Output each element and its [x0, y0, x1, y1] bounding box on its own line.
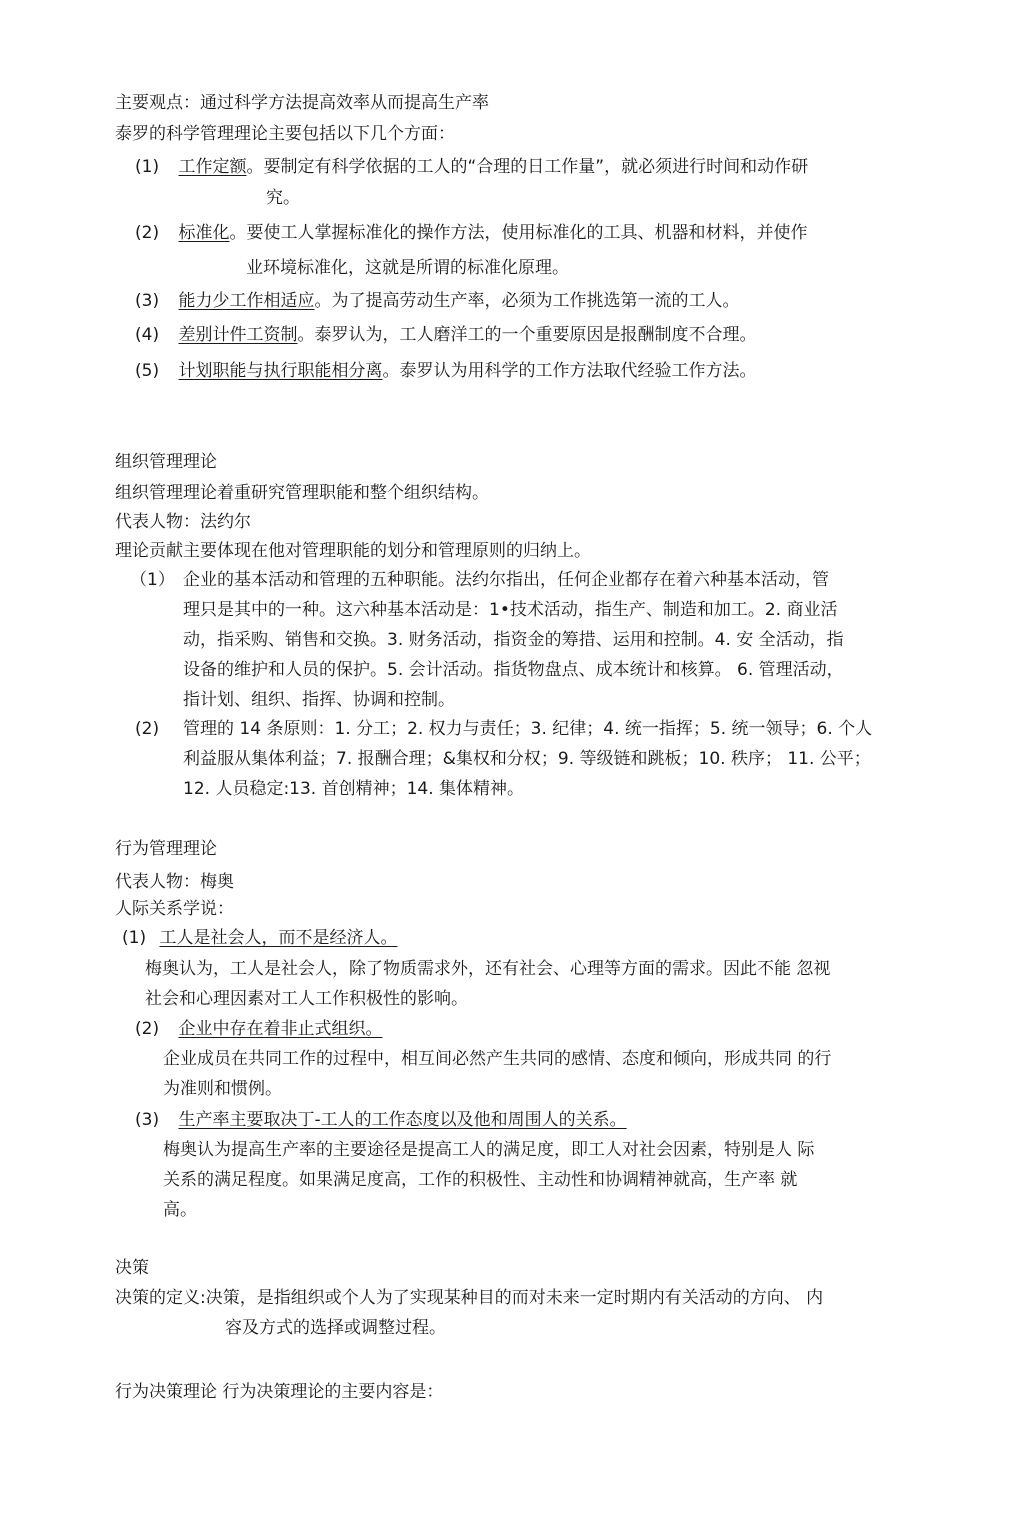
item-number: (2)	[135, 1019, 160, 1039]
item-term: 工人是社会人，而不是经济人。	[159, 928, 398, 948]
taylor-intro-line: 泰罗的科学管理理论主要包括以下几个方面：	[115, 124, 455, 144]
item-line: 利益服从集体利益；7. 报酬合理；&集权和分权；9. 等级链和跳板；10. 秩序； 11. 公平；	[183, 749, 871, 769]
item-line: 设备的维护和人员的保护。5. 会计活动。指货物盘点、成本统计和核算。 6. 管理活动，	[183, 660, 844, 680]
item-number: (3)	[135, 1110, 160, 1130]
item-term: 标准化	[178, 223, 230, 243]
item-number: (5)	[135, 361, 160, 381]
paragraph-line: 组织管理理论着重研究管理职能和整个组织结构。	[115, 483, 489, 503]
item-term: 能力少工作相适应	[178, 291, 315, 311]
list-item	[122, 926, 398, 950]
item-line: 高。	[163, 1200, 197, 1220]
paragraph-line: 理论贡献主要体现在他对管理职能的划分和管理原则的归纳上。	[115, 541, 591, 561]
paragraph-line: 代表人物：梅奥	[115, 872, 234, 892]
list-item	[135, 1108, 627, 1132]
item-line: 社会和心理因素对工人工作积极性的影响。	[145, 989, 468, 1009]
item-number: (4)	[135, 325, 160, 345]
section-title: 决策	[115, 1258, 149, 1278]
paragraph-line: 人际关系学说：	[115, 899, 234, 919]
item-text: 。要使工人掌握标准化的操作方法，使用标准化的工具、机器和材料，并使作	[229, 223, 808, 243]
main-viewpoint-line: 主要观点：通过科学方法提高效率从而提高生产率	[115, 93, 489, 113]
item-line: 动，指采购、销售和交换。3. 财务活动，指资金的筹措、运用和控制。4. 安 全活动，指	[183, 630, 844, 650]
item-continuation: 业环境标准化，这就是所谓的标准化原理。	[246, 258, 569, 278]
item-number: (1)	[122, 928, 147, 948]
item-term: 生产率主要取决丁-工人的工作态度以及他和周围人的关系。	[178, 1110, 627, 1130]
item-line: 梅奥认为，工人是社会人，除了物质需求外，还有社会、心理等方面的需求。因此不能 忽视	[145, 959, 831, 979]
item-text: 。要制定有科学依据的工人的“合理的日工作量”，就必须进行时间和动作研	[246, 157, 809, 177]
item-line: 为准则和惯例。	[163, 1079, 282, 1099]
list-item	[135, 1017, 383, 1041]
definition-line: 决策的定义:决策，是指组织或个人为了实现某种目的而对未来一定时期内有关活动的方向、 内	[115, 1288, 824, 1308]
item-line: 企业的基本活动和管理的五种职能。法约尔指出，任何企业都存在着六种基本活动，管	[183, 570, 829, 590]
item-text: 。为了提高劳动生产率，必须为工作挑选第一流的工人。	[314, 291, 740, 311]
item-term: 工作定额	[178, 157, 247, 177]
item-number: (1)	[135, 157, 160, 177]
item-line: 企业成员在共同工作的过程中，相互间必然产生共同的感情、态度和倾向，形成共同 的行	[163, 1049, 832, 1069]
list-item	[135, 323, 757, 347]
item-term: 企业中存在着非止式组织。	[178, 1019, 383, 1039]
item-line: 管理的 14 条原则：1. 分工；2. 权力与责任；3. 纪律；4. 统一指挥；5. 统一领导；6. 个人	[183, 719, 873, 739]
item-line: 指计划、组织、指挥、协调和控制。	[183, 690, 455, 710]
section-title: 行为管理理论	[115, 839, 217, 859]
section-title: 组织管理理论	[115, 452, 217, 472]
item-term: 计划职能与执行职能相分离	[178, 361, 383, 381]
list-item	[135, 221, 808, 245]
item-number: (2)	[135, 719, 160, 739]
list-item	[135, 155, 808, 179]
item-text: 。泰罗认为用科学的工作方法取代经验工作方法。	[382, 361, 757, 381]
item-line: 12. 人员稳定:13. 首创精神；14. 集体精神。	[183, 779, 525, 799]
item-line: 梅奥认为提高生产率的主要途径是提高工人的满足度，即工人对社会因素，特别是人 际	[163, 1140, 815, 1160]
item-number: (3)	[135, 291, 160, 311]
list-item	[135, 289, 740, 313]
item-line: 理只是其中的一种。这六种基本活动是：1•技术活动，指生产、制造和加工。2. 商业活	[183, 600, 838, 620]
definition-continuation: 容及方式的选择或调整过程。	[225, 1318, 446, 1338]
item-number: (2)	[135, 223, 160, 243]
item-text: 。泰罗认为，工人磨洋工的一个重要原因是报酬制度不合理。	[297, 325, 757, 345]
item-term: 差别计件工资制	[178, 325, 298, 345]
item-line: 关系的满足程度。如果满足度高，工作的积极性、主动性和协调精神就高，生产率 就	[163, 1170, 798, 1190]
item-number: （1）	[130, 570, 175, 590]
list-item	[135, 359, 757, 383]
item-continuation: 究。	[266, 188, 300, 208]
paragraph-line: 代表人物：法约尔	[115, 512, 251, 532]
paragraph-line: 行为决策理论 行为决策理论的主要内容是：	[115, 1382, 444, 1402]
